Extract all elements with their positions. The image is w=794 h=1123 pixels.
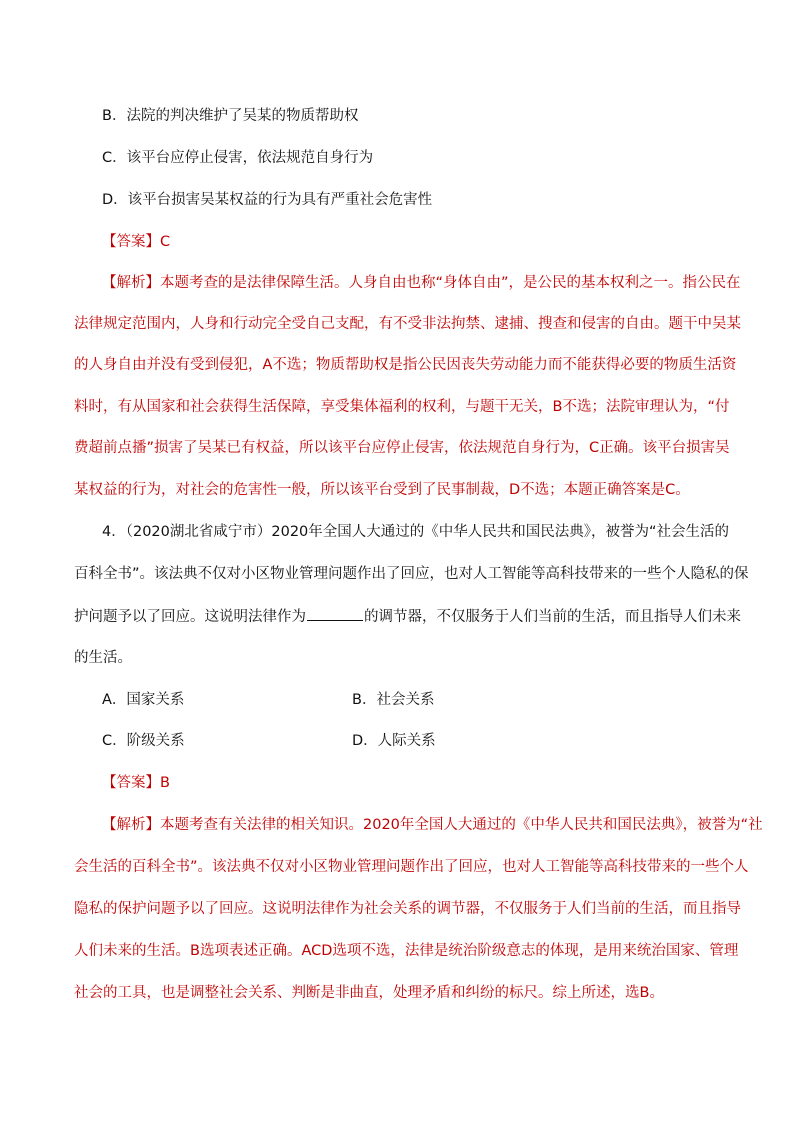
q3-analysis-line-2: 法律规定范围内，人身和行动完全受自己支配，有不受非法拘禁、逮捕、搜查和侵害的自由。题干中吴某 — [74, 316, 741, 332]
q4-answer — [102, 773, 170, 793]
q4-option-d: D．人际关系 — [352, 733, 436, 749]
q4-answer-blank — [307, 606, 363, 621]
q4-analysis-line-5: 社会的工具，也是调整社会关系、判断是非曲直，处理矛盾和纠纷的标尺。综上所述，选B。 — [74, 985, 664, 1001]
q3-analysis-text-1: 本题考查的是法律保障生活。人身自由也称“身体自由”，是公民的基本权利之一。指公民在 — [160, 275, 741, 291]
q4-option-a: A．国家关系 — [102, 692, 185, 708]
q4-stem-line-2: 百科全书”。该法典不仅对小区物业管理问题作出了回应，也对人工智能等高科技带来的一些个人隐私的保 — [74, 566, 749, 582]
q3-option-b: B．法院的判决维护了吴某的物质帮助权 — [102, 108, 359, 124]
q3-analysis-label: 【解析】 — [102, 275, 160, 291]
q4-stem-line-3-pre: 护问题予以了回应。这说明法律作为 — [74, 609, 306, 625]
q4-analysis-line-1 — [102, 815, 763, 835]
q3-analysis-line-1 — [102, 273, 741, 293]
q4-analysis-line-3: 隐私的保护问题予以了回应。这说明法律作为社会关系的调节器，不仅服务于人们当前的生活，而且指导 — [74, 901, 741, 917]
q3-analysis-line-5: 费超前点播”损害了吴某已有权益，所以该平台应停止侵害，依法规范自身行为，C正确。该平台损害吴 — [74, 440, 730, 456]
q4-option-b: B．社会关系 — [352, 692, 435, 708]
q3-analysis-line-6: 某权益的行为，对社会的危害性一般，所以该平台受到了民事制裁，D不选；本题正确答案是C。 — [74, 482, 690, 498]
q4-analysis-label: 【解析】 — [102, 817, 160, 833]
q4-stem-line-4: 的生活。 — [74, 650, 132, 666]
q4-option-c: C．阶级关系 — [102, 733, 185, 749]
q4-stem-line-3-post: 的调节器，不仅服务于人们当前的生活，而且指导人们未来 — [364, 609, 741, 625]
q4-stem-line-3 — [74, 606, 741, 627]
q3-option-c: C．该平台应停止侵害，依法规范自身行为 — [102, 150, 374, 166]
q3-answer-label: 【答案】 — [102, 234, 160, 250]
q3-answer — [102, 232, 170, 252]
q4-analysis-line-2: 会生活的百科全书”。该法典不仅对小区物业管理问题作出了回应，也对人工智能等高科技带来的一些个人 — [74, 859, 749, 875]
q3-answer-value: C — [160, 234, 171, 250]
q3-analysis-line-4: 料时，有从国家和社会获得生活保障，享受集体福利的权利，与题干无关，B不选；法院审理认为，“付 — [74, 399, 730, 415]
q3-analysis-line-3: 的人身自由并没有受到侵犯，A不选；物质帮助权是指公民因丧失劳动能力而不能获得必要的物质生活资 — [74, 357, 737, 373]
q4-answer-value: B — [160, 775, 170, 791]
q4-analysis-text-1: 本题考查有关法律的相关知识。2020年全国人大通过的《中华人民共和国民法典》，被誉为“社 — [160, 817, 763, 833]
q3-option-d: D．该平台损害吴某权益的行为具有严重社会危害性 — [102, 192, 433, 208]
q4-analysis-line-4: 人们未来的生活。B选项表述正确。ACD选项不选，法律是统治阶级意志的体现，是用来统治国家、管理 — [74, 943, 739, 959]
q4-answer-label: 【答案】 — [102, 775, 160, 791]
q4-stem-line-1: 4．（2020湖北省咸宁市）2020年全国人大通过的《中华人民共和国民法典》，被誉为“社会生活的 — [102, 524, 730, 540]
